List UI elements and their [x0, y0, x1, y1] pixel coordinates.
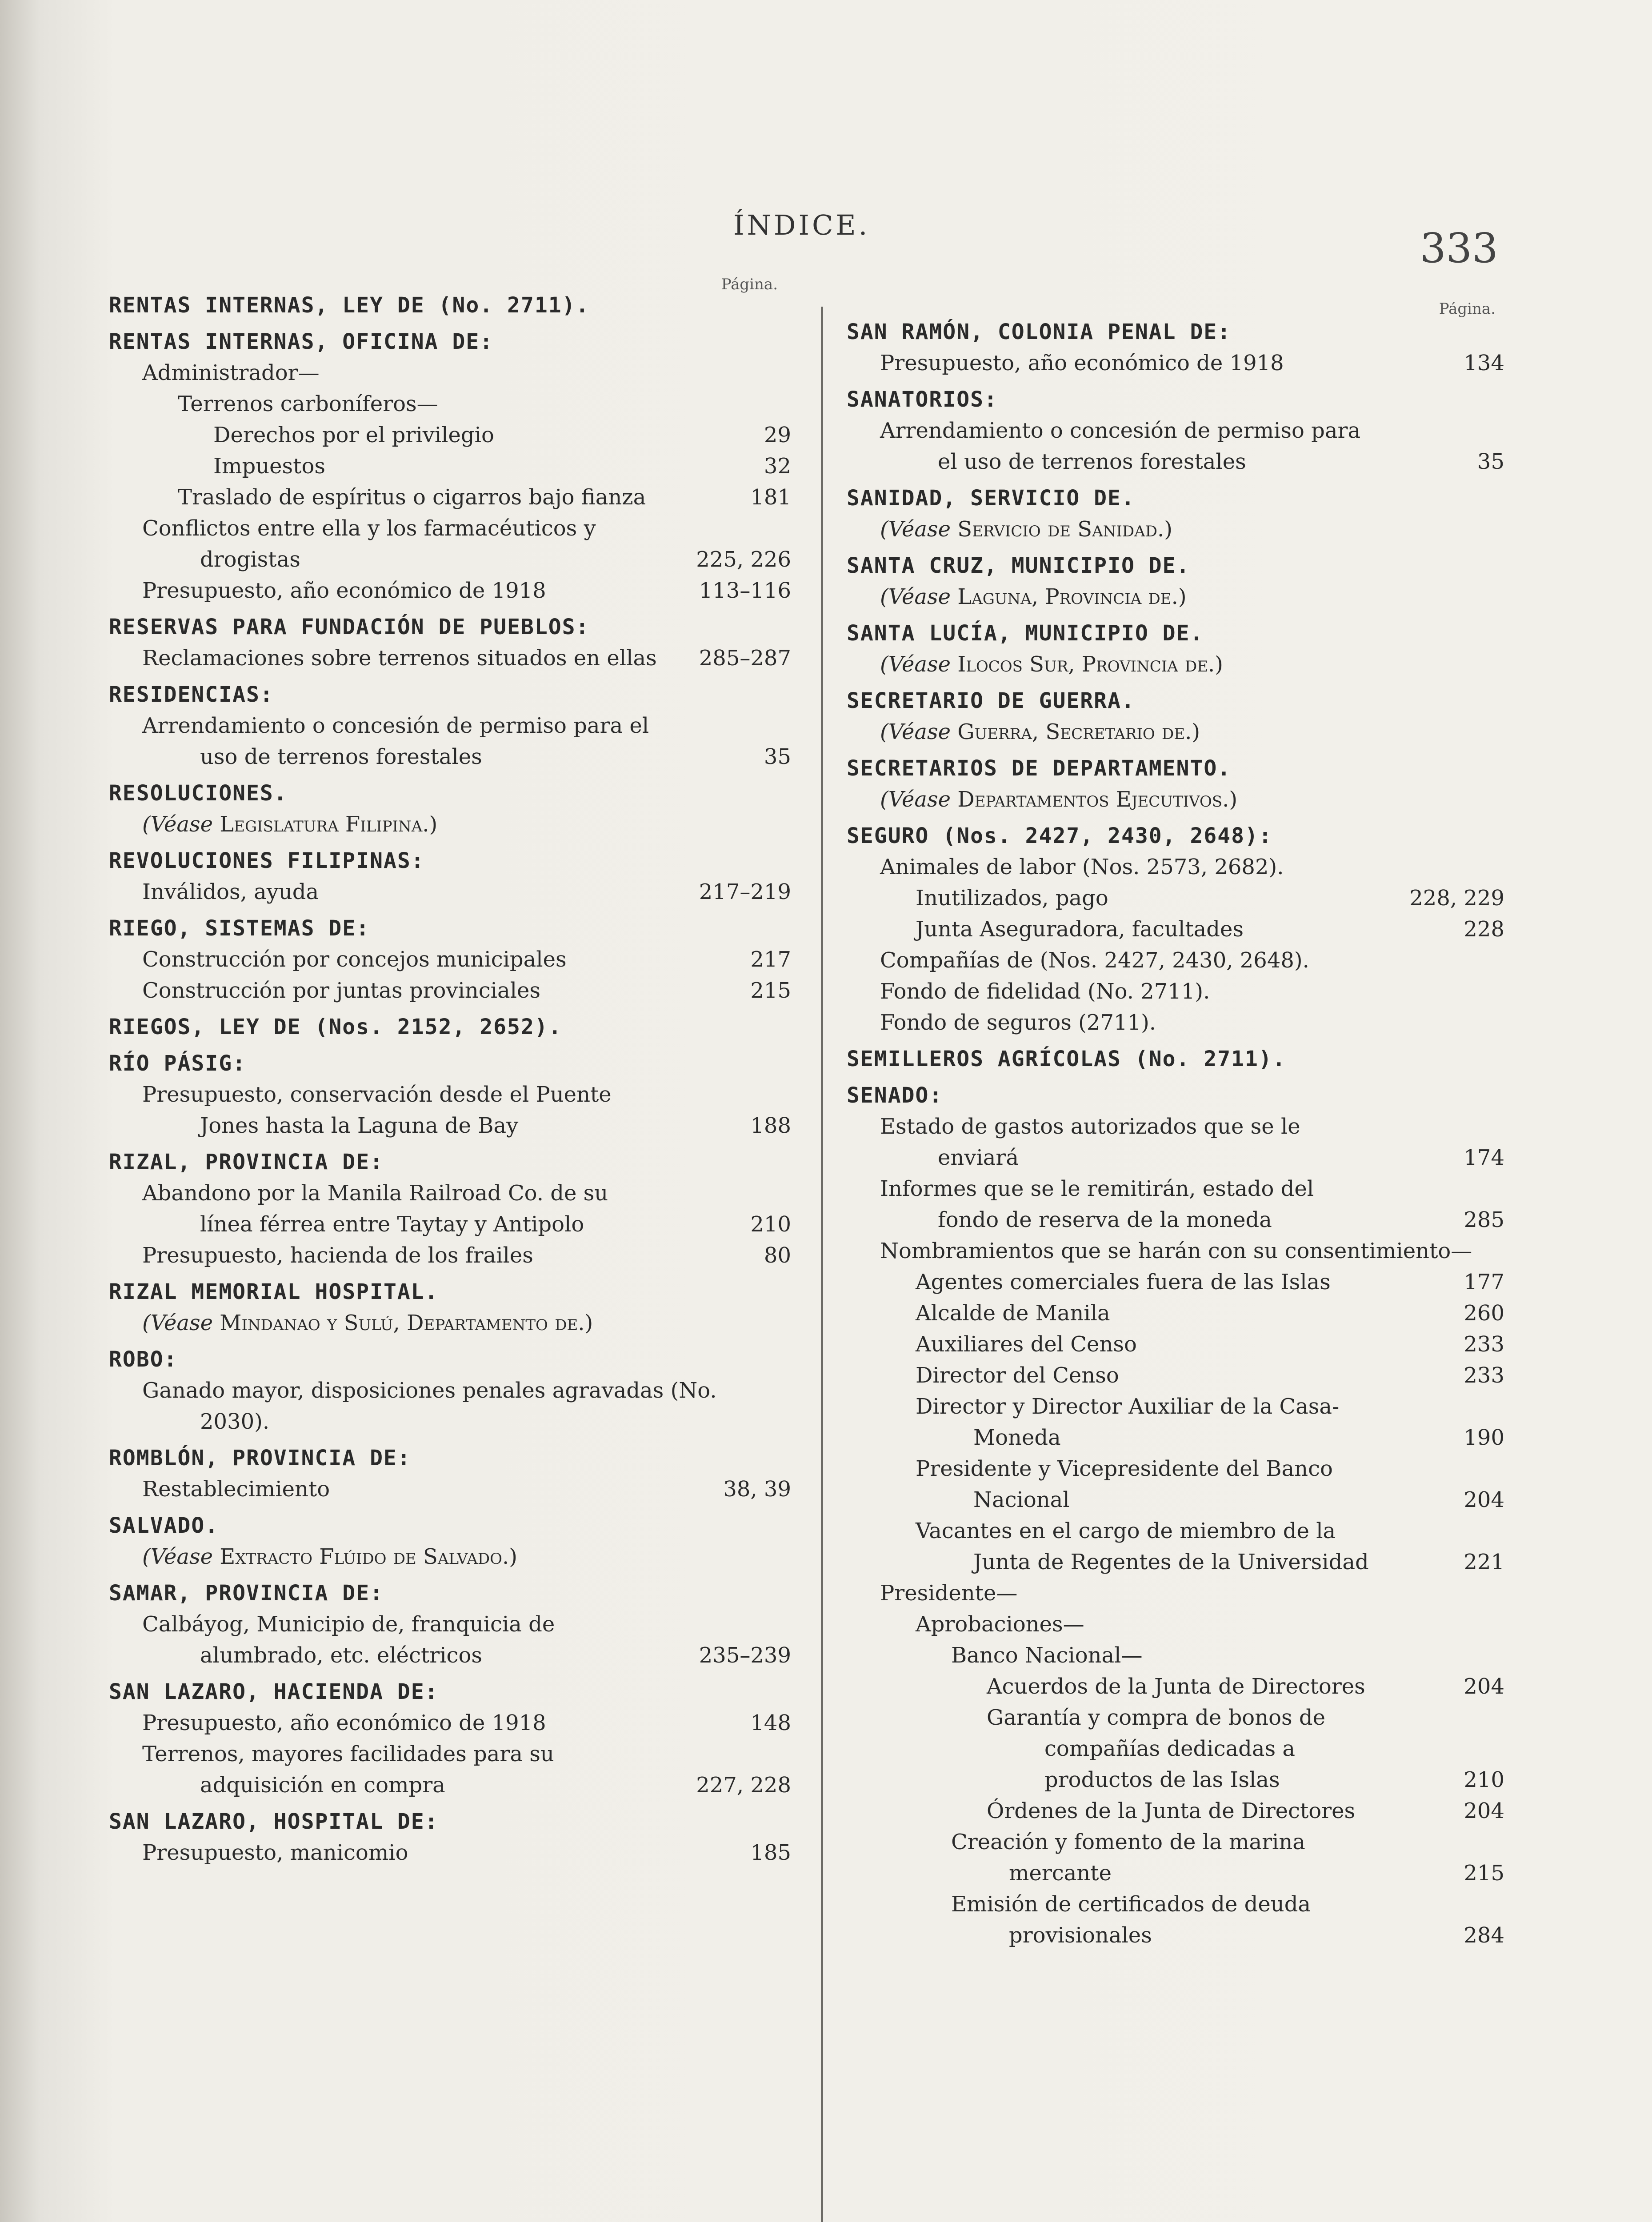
subentry-text: Estado de gastos autorizados que se le enviará: [880, 1114, 1300, 1170]
index-heading-text: RENTAS INTERNAS, LEY DE (No. 2711).: [109, 293, 590, 318]
index-subentry: [847, 945, 1504, 976]
page-reference: 210: [750, 1212, 791, 1237]
see-target: Laguna, Provincia de.): [951, 584, 1187, 609]
pagina-label-right: Página.: [1439, 300, 1496, 318]
index-heading: [847, 820, 1504, 851]
index-heading-text: RIEGO, SISTEMAS DE:: [109, 916, 370, 941]
subentry-text: Construcción por concejos municipales: [142, 947, 567, 972]
index-heading-text: RESOLUCIONES.: [109, 781, 288, 806]
index-heading-text: SANATORIOS:: [847, 387, 998, 412]
see-reference: [847, 581, 1504, 612]
index-heading: [109, 1276, 791, 1307]
see-prefix: (Véase: [880, 652, 951, 677]
index-subentry: [847, 1578, 1504, 1609]
see-reference: [847, 784, 1504, 815]
index-heading: [109, 1510, 791, 1541]
page-reference: 134: [1464, 351, 1504, 376]
subentry-text: Administrador—: [142, 360, 320, 385]
index-subentry: [847, 1795, 1504, 1826]
index-heading-text: SANIDAD, SERVICIO DE.: [847, 486, 1135, 511]
index-heading-text: RÍO PÁSIG:: [109, 1051, 246, 1076]
index-heading: [847, 618, 1504, 649]
index-subentry: [109, 575, 791, 606]
index-subentry: [847, 976, 1504, 1007]
index-subentry: [847, 1671, 1504, 1702]
index-heading: [847, 384, 1504, 415]
index-subentry: [847, 415, 1504, 477]
index-subentry: [109, 1837, 791, 1868]
index-subentry: [109, 420, 791, 451]
subentry-text: Agentes comerciales fuera de las Islas: [916, 1270, 1331, 1295]
page-reference: 227, 228: [696, 1773, 791, 1798]
index-heading-text: SAN RAMÓN, COLONIA PENAL DE:: [847, 320, 1232, 344]
index-subentry: [847, 1235, 1504, 1267]
index-heading-text: SEMILLEROS AGRÍCOLAS (No. 2711).: [847, 1047, 1286, 1071]
index-subentry: [847, 1111, 1504, 1173]
index-heading: [109, 290, 791, 321]
subentry-text: Acuerdos de la Junta de Directores: [987, 1674, 1365, 1699]
page-reference: 38, 39: [723, 1477, 791, 1502]
index-subentry: [109, 1240, 791, 1271]
index-subentry: [109, 1609, 791, 1671]
index-heading: [847, 753, 1504, 784]
page-reference: 113–116: [699, 578, 791, 603]
index-heading: [109, 1676, 791, 1707]
index-subentry: [109, 1079, 791, 1141]
see-prefix: (Véase: [142, 1544, 213, 1569]
subentry-text: Emisión de certificados de deuda provisionales: [951, 1892, 1311, 1948]
subentry-text: Conflictos entre ella y los farmacéuticos y drogistas: [142, 516, 596, 572]
subentry-text: Director del Censo: [916, 1363, 1119, 1388]
subentry-text: Vacantes en el cargo de miembro de la Junta de Regentes de la Universidad: [916, 1519, 1369, 1575]
index-subentry: [109, 944, 791, 975]
index-subentry: [109, 876, 791, 907]
page-reference: 80: [764, 1243, 791, 1268]
index-subentry: [847, 348, 1504, 379]
index-subentry: [109, 1474, 791, 1505]
index-heading: [109, 1011, 791, 1043]
index-subentry: [109, 975, 791, 1006]
page-reference: 233: [1464, 1332, 1504, 1357]
index-subentry: [109, 1738, 791, 1801]
subentry-text: Arrendamiento o concesión de permiso para el uso de terrenos forestales: [142, 713, 649, 769]
index-subentry: [847, 1007, 1504, 1038]
page-reference: 204: [1464, 1487, 1504, 1512]
subentry-text: Garantía y compra de bonos de compañías dedicadas a productos de las Islas: [987, 1705, 1326, 1792]
index-heading-text: SALVADO.: [109, 1513, 219, 1538]
index-subentry: [109, 451, 791, 482]
subentry-text: Presupuesto, año económico de 1918: [142, 1710, 546, 1735]
page-reference: 284: [1464, 1923, 1504, 1948]
page-reference: 285–287: [699, 646, 791, 671]
index-subentry: [847, 914, 1504, 945]
left-entries-list: [109, 267, 791, 1868]
index-subentry: [847, 1360, 1504, 1391]
index-subentry: [847, 1609, 1504, 1640]
index-heading-text: SAN LAZARO, HACIENDA DE:: [109, 1679, 439, 1704]
pagina-label-left: Página.: [721, 276, 778, 293]
index-heading-text: SECRETARIOS DE DEPARTAMENTO.: [847, 756, 1232, 781]
index-subentry: [847, 1640, 1504, 1671]
index-subentry: [847, 1515, 1504, 1578]
subentry-text: Creación y fomento de la marina mercante: [951, 1830, 1305, 1886]
index-heading: [109, 913, 791, 944]
index-heading-text: RESERVAS PARA FUNDACIÓN DE PUEBLOS:: [109, 615, 590, 639]
index-heading: [109, 845, 791, 876]
subentry-text: Calbáyog, Municipio de, franquicia de alumbrado, etc. eléctricos: [142, 1612, 555, 1668]
subentry-text: Terrenos, mayores facilidades para su adquisición en compra: [142, 1742, 554, 1798]
index-subentry: [847, 883, 1504, 914]
page-reference: 228, 229: [1409, 886, 1504, 911]
index-subentry: [109, 513, 791, 575]
index-heading: [109, 778, 791, 809]
index-heading: [109, 1344, 791, 1375]
index-subentry: [847, 1173, 1504, 1235]
subentry-text: Fondo de fidelidad (No. 2711).: [880, 979, 1210, 1004]
index-subentry: [109, 710, 791, 772]
subentry-text: Restablecimiento: [142, 1477, 330, 1502]
page-reference: 188: [750, 1113, 791, 1138]
index-heading-text: SANTA CRUZ, MUNICIPIO DE.: [847, 553, 1190, 578]
see-target: Legislatura Filipina.): [213, 812, 438, 837]
see-target: Guerra, Secretario de.): [951, 719, 1200, 744]
see-target: Mindanao y Sulú, Departamento de.): [213, 1311, 593, 1335]
page-reference: 217–219: [699, 879, 791, 904]
see-reference: [109, 1541, 791, 1572]
index-subentry: [847, 1329, 1504, 1360]
see-reference: [847, 649, 1504, 680]
right-entries-list: [847, 267, 1504, 1951]
subentry-text: Inutilizados, pago: [916, 886, 1108, 911]
index-subentry: [109, 482, 791, 513]
index-subentry: [847, 851, 1504, 883]
subentry-text: Presupuesto, año económico de 1918: [880, 351, 1284, 376]
page-reference: 215: [750, 978, 791, 1003]
subentry-text: Impuestos: [213, 454, 325, 479]
subentry-text: Auxiliares del Censo: [916, 1332, 1137, 1357]
subentry-text: Arrendamiento o concesión de permiso para el uso de terrenos forestales: [880, 418, 1361, 474]
index-heading-text: RESIDENCIAS:: [109, 682, 274, 707]
page-reference: 181: [750, 485, 791, 510]
page-reference: 174: [1464, 1145, 1504, 1170]
see-target: Ilocos Sur, Provincia de.): [951, 652, 1224, 677]
page-reference: 215: [1464, 1861, 1504, 1886]
page-reference: 228: [1464, 917, 1504, 942]
page-reference: 29: [764, 423, 791, 448]
index-heading-text: SECRETARIO DE GUERRA.: [847, 688, 1135, 713]
index-subentry: [847, 1889, 1504, 1951]
index-subentry: [847, 1453, 1504, 1515]
subentry-text: Aprobaciones—: [916, 1612, 1084, 1637]
see-target: Servicio de Sanidad.): [951, 517, 1172, 542]
page-reference: 177: [1464, 1270, 1504, 1295]
index-heading: [847, 1043, 1504, 1075]
index-heading-text: SAMAR, PROVINCIA DE:: [109, 1581, 384, 1606]
index-heading: [109, 679, 791, 710]
index-subentry: [109, 388, 791, 420]
index-subentry: [109, 643, 791, 674]
subentry-text: Presupuesto, conservación desde el Puente Jones hasta la Laguna de Bay: [142, 1082, 612, 1138]
subentry-text: Presupuesto, manicomio: [142, 1840, 408, 1865]
index-heading-text: RIZAL MEMORIAL HOSPITAL.: [109, 1279, 439, 1304]
index-heading: [847, 316, 1504, 348]
column-divider: [821, 307, 823, 2222]
subentry-text: Informes que se le remitirán, estado del fondo de reserva de la moneda: [880, 1176, 1314, 1232]
subentry-text: Banco Nacional—: [951, 1643, 1143, 1668]
page-number: 333: [1420, 224, 1498, 272]
see-prefix: (Véase: [880, 719, 951, 744]
index-column-right: [847, 267, 1504, 1951]
page-reference: 35: [1477, 449, 1504, 474]
page-reference: 225, 226: [696, 547, 791, 572]
index-heading: [109, 1578, 791, 1609]
page-reference: 235–239: [699, 1643, 791, 1668]
index-column-left: [109, 267, 791, 1868]
page-reference: 148: [750, 1710, 791, 1735]
subentry-text: Alcalde de Manila: [916, 1301, 1110, 1326]
see-reference: [109, 809, 791, 840]
index-heading: [109, 1048, 791, 1079]
index-heading-text: RIZAL, PROVINCIA DE:: [109, 1150, 384, 1175]
subentry-text: Animales de labor (Nos. 2573, 2682).: [880, 855, 1284, 879]
index-heading: [847, 483, 1504, 514]
index-heading-text: SEGURO (Nos. 2427, 2430, 2648):: [847, 823, 1272, 848]
subentry-text: Fondo de seguros (2711).: [880, 1010, 1156, 1035]
index-heading: [847, 550, 1504, 581]
page-reference: 32: [764, 454, 791, 479]
index-subentry: [109, 1178, 791, 1240]
subentry-text: Nombramientos que se harán con su consentimiento—: [880, 1239, 1472, 1263]
index-heading: [847, 1080, 1504, 1111]
index-heading-text: RIEGOS, LEY DE (Nos. 2152, 2652).: [109, 1015, 562, 1039]
index-subentry: [847, 1267, 1504, 1298]
page-reference: 221: [1464, 1550, 1504, 1575]
page-reference: 233: [1464, 1363, 1504, 1388]
index-heading-text: ROBO:: [109, 1347, 178, 1372]
subentry-text: Terrenos carboníferos—: [178, 392, 438, 416]
subentry-text: Presidente—: [880, 1581, 1018, 1606]
subentry-text: Ganado mayor, disposiciones penales agravadas (No. 2030).: [142, 1378, 717, 1434]
see-prefix: (Véase: [142, 1311, 213, 1335]
page-reference: 204: [1464, 1798, 1504, 1823]
page-reference: 190: [1464, 1425, 1504, 1450]
index-subentry: [847, 1298, 1504, 1329]
page-reference: 204: [1464, 1674, 1504, 1699]
subentry-text: Junta Aseguradora, facultades: [916, 917, 1244, 942]
page-reference: 260: [1464, 1301, 1504, 1326]
page-reference: 285: [1464, 1207, 1504, 1232]
see-target: Departamentos Ejecutivos.): [951, 787, 1238, 812]
subentry-text: Traslado de espíritus o cigarros bajo fianza: [178, 485, 646, 510]
index-heading-text: SANTA LUCÍA, MUNICIPIO DE.: [847, 621, 1204, 646]
see-reference: [847, 514, 1504, 545]
see-prefix: (Véase: [142, 812, 213, 837]
page-reference: 210: [1464, 1767, 1504, 1792]
index-heading-text: SAN LAZARO, HOSPITAL DE:: [109, 1809, 439, 1834]
index-heading-text: SENADO:: [847, 1083, 943, 1108]
index-subentry: [847, 1391, 1504, 1453]
index-heading: [847, 685, 1504, 716]
page-reference: 35: [764, 744, 791, 769]
page-reference: 185: [750, 1840, 791, 1865]
index-heading: [109, 326, 791, 357]
index-subentry: [109, 1707, 791, 1738]
subentry-text: Presidente y Vicepresidente del Banco Nacional: [916, 1456, 1333, 1512]
subentry-text: Órdenes de la Junta de Directores: [987, 1798, 1356, 1823]
index-heading: [109, 1443, 791, 1474]
subentry-text: Compañías de (Nos. 2427, 2430, 2648).: [880, 948, 1309, 973]
index-heading-text: ROMBLÓN, PROVINCIA DE:: [109, 1446, 411, 1471]
index-heading: [109, 1147, 791, 1178]
index-subentry: [847, 1826, 1504, 1889]
subentry-text: Presupuesto, año económico de 1918: [142, 578, 546, 603]
running-title: ÍNDICE.: [733, 209, 870, 241]
subentry-text: Abandono por la Manila Railroad Co. de su línea férrea entre Taytay y Antipolo: [142, 1181, 608, 1237]
see-target: Extracto Flúido de Salvado.): [213, 1544, 517, 1569]
see-prefix: (Véase: [880, 787, 951, 812]
subentry-text: Director y Director Auxiliar de la Casa-Moneda: [916, 1394, 1340, 1450]
index-heading-text: REVOLUCIONES FILIPINAS:: [109, 848, 425, 873]
subentry-text: Reclamaciones sobre terrenos situados en ellas: [142, 646, 657, 671]
subentry-text: Presupuesto, hacienda de los frailes: [142, 1243, 533, 1268]
index-heading: [109, 1806, 791, 1837]
subentry-text: Inválidos, ayuda: [142, 879, 319, 904]
see-reference: [847, 716, 1504, 747]
see-prefix: (Véase: [880, 517, 951, 542]
index-heading-text: RENTAS INTERNAS, OFICINA DE:: [109, 329, 494, 354]
subentry-text: Construcción por juntas provinciales: [142, 978, 541, 1003]
index-subentry: [109, 357, 791, 388]
page-reference: 217: [750, 947, 791, 972]
index-subentry: [109, 1375, 791, 1437]
see-reference: [109, 1307, 791, 1339]
see-prefix: (Véase: [880, 584, 951, 609]
subentry-text: Derechos por el privilegio: [213, 423, 494, 448]
index-subentry: [847, 1702, 1504, 1795]
index-heading: [109, 611, 791, 643]
